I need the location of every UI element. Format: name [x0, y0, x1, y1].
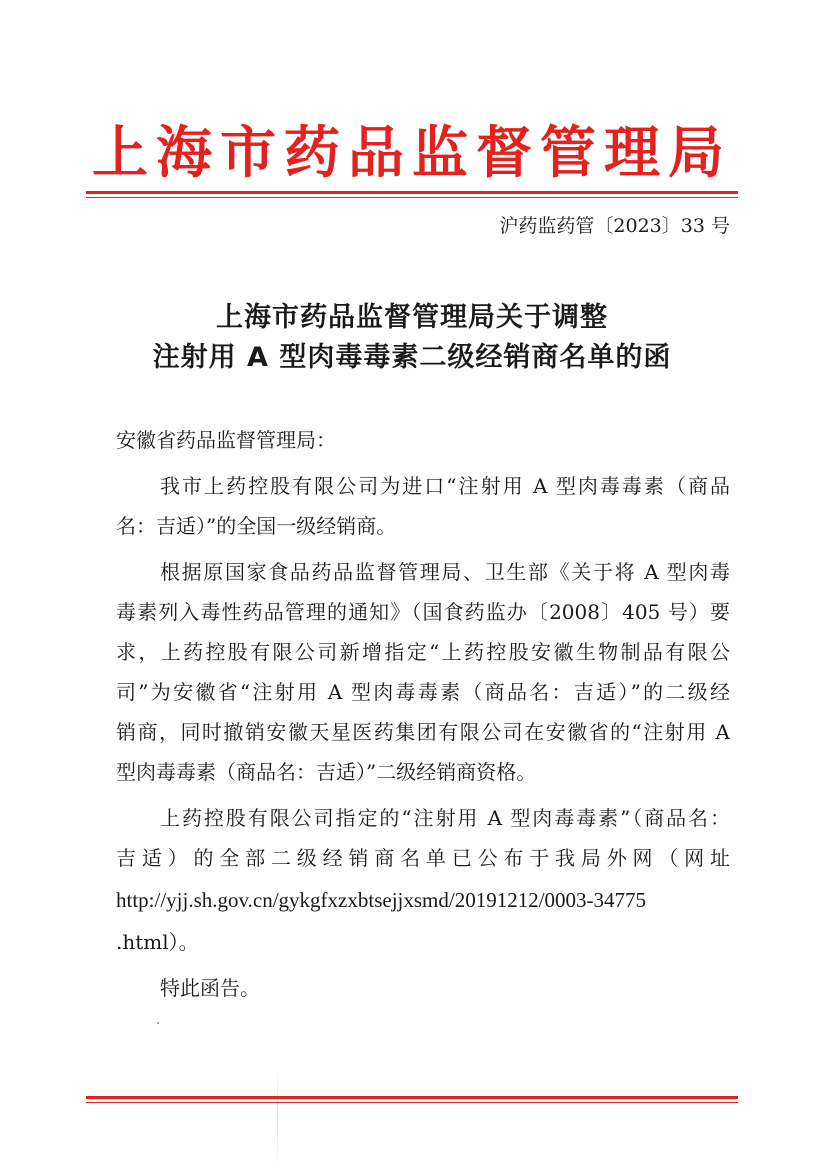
closing-line: 特此函告。 — [160, 976, 260, 1000]
letterhead-title: 上海市药品监督管理局 — [92, 120, 732, 186]
scan-speck — [157, 1022, 159, 1024]
scan-fold-mark — [277, 1068, 278, 1168]
addressee: 安徽省药品监督管理局： — [116, 428, 336, 452]
document-number: 沪药监药管〔2023〕33 号 — [499, 215, 730, 237]
paragraph-line: 名：吉适）”的全国一级经销商。 — [116, 514, 397, 538]
paragraph-line: 吉适）的全部二级经销商名单已公布于我局外网（网址 — [116, 846, 730, 870]
paragraph-line: .html）。 — [116, 930, 199, 954]
paragraph-line: 销商，同时撤销安徽天星医药集团有限公司在安徽省的“注射用 A — [116, 720, 730, 744]
subject-line-2: 注射用 A 型肉毒毒素二级经销商名单的函 — [152, 342, 672, 373]
paragraph-line: 司”为安徽省“注射用 A 型肉毒毒素（商品名：吉适）”的二级经 — [116, 680, 730, 704]
subject-line-1: 上海市药品监督管理局关于调整 — [216, 302, 608, 333]
letterhead-rule-thick — [86, 191, 738, 194]
paragraph-line: 我市上药控股有限公司为进口“注射用 A 型肉毒毒素（商品 — [160, 474, 730, 498]
footer-rule-thin — [86, 1102, 738, 1103]
paragraph-line: 上药控股有限公司指定的“注射用 A 型肉毒毒素”（商品名： — [160, 806, 730, 830]
paragraph-line: 毒素列入毒性药品管理的通知》（国食药监办〔2008〕405 号）要 — [116, 600, 730, 624]
paragraph-line: 型肉毒毒素（商品名：吉适）”二级经销商资格。 — [116, 760, 537, 784]
footer-rule-thick — [86, 1096, 738, 1099]
website-url: http://yjj.sh.gov.cn/gykgfxzxbtsejjxsmd/20191212/0003-34775 — [116, 888, 647, 912]
paragraph-line: 根据原国家食品药品监督管理局、卫生部《关于将 A 型肉毒 — [160, 560, 730, 584]
paragraph-line: 求，上药控股有限公司新增指定“上药控股安徽生物制品有限公 — [116, 640, 730, 664]
letterhead-rule-thin — [86, 197, 738, 198]
